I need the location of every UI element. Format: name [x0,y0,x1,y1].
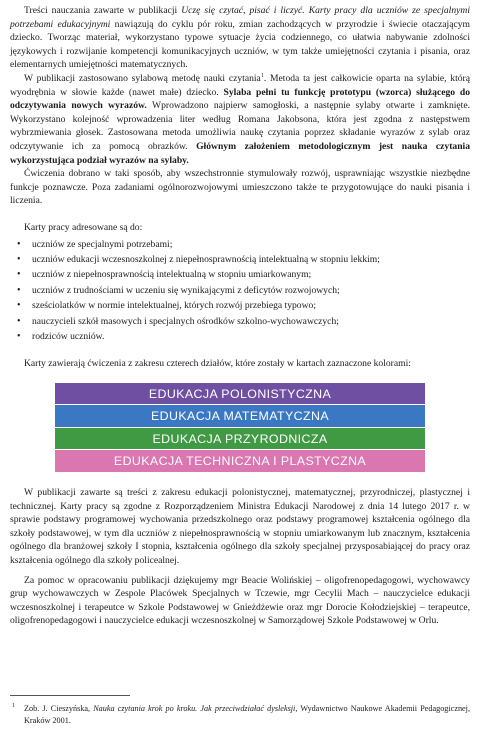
section-band-math: EDUKACJA MATEMATYCZNA [55,405,425,427]
targets-list [10,237,470,345]
section-band-polish: EDUKACJA POLONISTYCZNA [55,383,425,405]
list-item: • uczniów edukacji wczesnoszkolnej z niepełnosprawnością intelektualną w stopniu lekkim; [14,252,470,267]
publication-title: Uczę się czytać, pisać i liczyć. [181,5,305,16]
sections-intro: Karty zawierają ćwiczenia z zakresu czterech działów, które zostały w kartach zaznaczone kolorami: [24,358,411,370]
legal-paragraph: W publikacji zawarte są treści z zakresu edukacji polonistycznej, matematycznej, przyrodniczej, plastycznej i technicznej. Karty pracy są zgodne z Rozporządzeniem Ministra Edukacji Narodowej z dnia 14 lutego 2017 r. w sprawie podstawy programowej wychowania przedszkolnego oraz podstawy programowej kształcenia ogólnego dla szkoły podstawowej, w tym dla uczniów z niepełnosprawnością w stopniu umiarkowanym lub znacznym, kształcenia ogólnego dla branżowej szkoły I stopnia, kształcenia ogólnego dla szkoły specjalnej przysposabiającej do pracy oraz kształcenia ogólnego dla szkoły policealnej. [10,486,470,566]
intro-text-start: Treści nauczania zawarte w publikacji [24,5,182,16]
footnote-mark: 1 [12,703,15,709]
intro-paragraph [10,4,470,72]
exercises-paragraph: Ćwiczenia dobrano w taki sposób, aby wszechstronnie stymulowały rozwój, usprawniając wszystkie niezbędne funkcje poznawcze. Poza zadaniami ogólnorozwojowymi umieszczono także te przygotowujące do nauki pisania i liczenia. [10,168,470,207]
publication-subtitle: Karty pracy dla uczniów ze specjalnymi potrzebami edukacyjnymi [10,5,470,30]
thanks-paragraph: Za pomoc w opracowaniu publikacji dziękujemy mgr Beacie Wolińskiej – oligofrenopedagogowi, wychowawcy grup wychowawczych w Zespole Placówek Specjalnych w Tczewie, mgr Cecylii Mach – nauczycielce edukacji wczesnoszkolnej i terapeutce w Szkole Podstawowej w Gnieżdżewie oraz mgr Dorocie Kołodziejskiej – terapeutce, oligofrenopedagogowi i nauczycielce edukacji wczesnoszkolnej w Samorządowej Szkole Podstawowej w Orlu. [10,574,470,627]
section-band-technical-art: EDUKACJA TECHNICZNA I PLASTYCZNA [55,450,425,472]
section-band-nature: EDUKACJA PRZYRODNICZA [55,428,425,450]
list-item: • uczniów z niepełnosprawnością intelektualną w stopniu umiarkowanym; [14,267,470,282]
intro-text-rest: nawiązują do cyklu pór roku, zmian zachodzących w przyrodzie i świecie otaczającym dziecko. Tworząc materiał, wykorzystano typowe sytuacje życia codziennego, co ułatwia nabywanie zdolności językowych i rozwijanie kompetencji komunikacyjnych uczniów, w tym także umiejętności czytania i pisania, oraz elementarnych umiejętności matematycznych. [10,18,470,71]
list-item: • rodziców uczniów. [14,329,470,344]
footnote: 1 Zob. J. Cieszyńska, Nauka czytania krok po kroku. Jak przeciwdziałać dysleksji, Wydawnictwo Naukowe Akademii Pedagogicznej, Kraków 2001. [12,703,470,725]
list-item: • uczniów ze specjalnymi potrzebami; [14,237,470,252]
targets-intro: Karty pracy adresowane są do: [24,221,143,233]
method-bold-syllable: Sylaba pełni tu funkcję prototypu (wzorca) służącego do odczytywania nowych wyrazów. [10,86,471,112]
section-color-legend [55,383,425,472]
list-item: • sześciolatków w normie intelektualnej, których rozwój przebiega typowo; [14,298,470,313]
footnote-divider [10,695,130,696]
method-paragraph: W publikacji zastosowano sylabową metodę nauki czytania$^1$. Metoda ta jest całkowicie oparta na sylabie, którą wyodrębnia w słowie każde (nawet małe) dziecko. Sylaba pełni tu funkcję prototypu (wzorca) służącego do odczytywania nowych wyrazów. Wprowadzono najpierw samogłoski, a następnie sylaby otwarte i zamknięte. Wykorzystano kolejność wprowadzenia liter według Romana Jakobsona, która jest zgodna z następstwem wybrzmiewania głosek. Zastosowana metoda umożliwia naukę czytania poprzez składanie wyrazów z sylab oraz odczytywanie ich za pomocą obrazków. Głównym założeniem metodologicznym jest nauka czytania wykorzystująca podział wyrazów na sylaby. [10,72,471,166]
method-bold-assumption: Głównym założeniem metodologicznym jest nauka czytania wykorzystująca podział wyrazów na sylaby. [10,140,470,166]
list-item: • nauczycieli szkół masowych i specjalnych ośrodków szkolno-wychowawczych; [14,314,470,329]
list-item: • uczniów z trudnościami w uczeniu się wynikającymi z deficytów rozwojowych; [14,283,470,298]
footnote-ref[interactable]: 1 [260,72,264,79]
footnote-cited-title: Nauka czytania krok po kroku. Jak przeciwdziałać dysleksji [93,704,296,713]
